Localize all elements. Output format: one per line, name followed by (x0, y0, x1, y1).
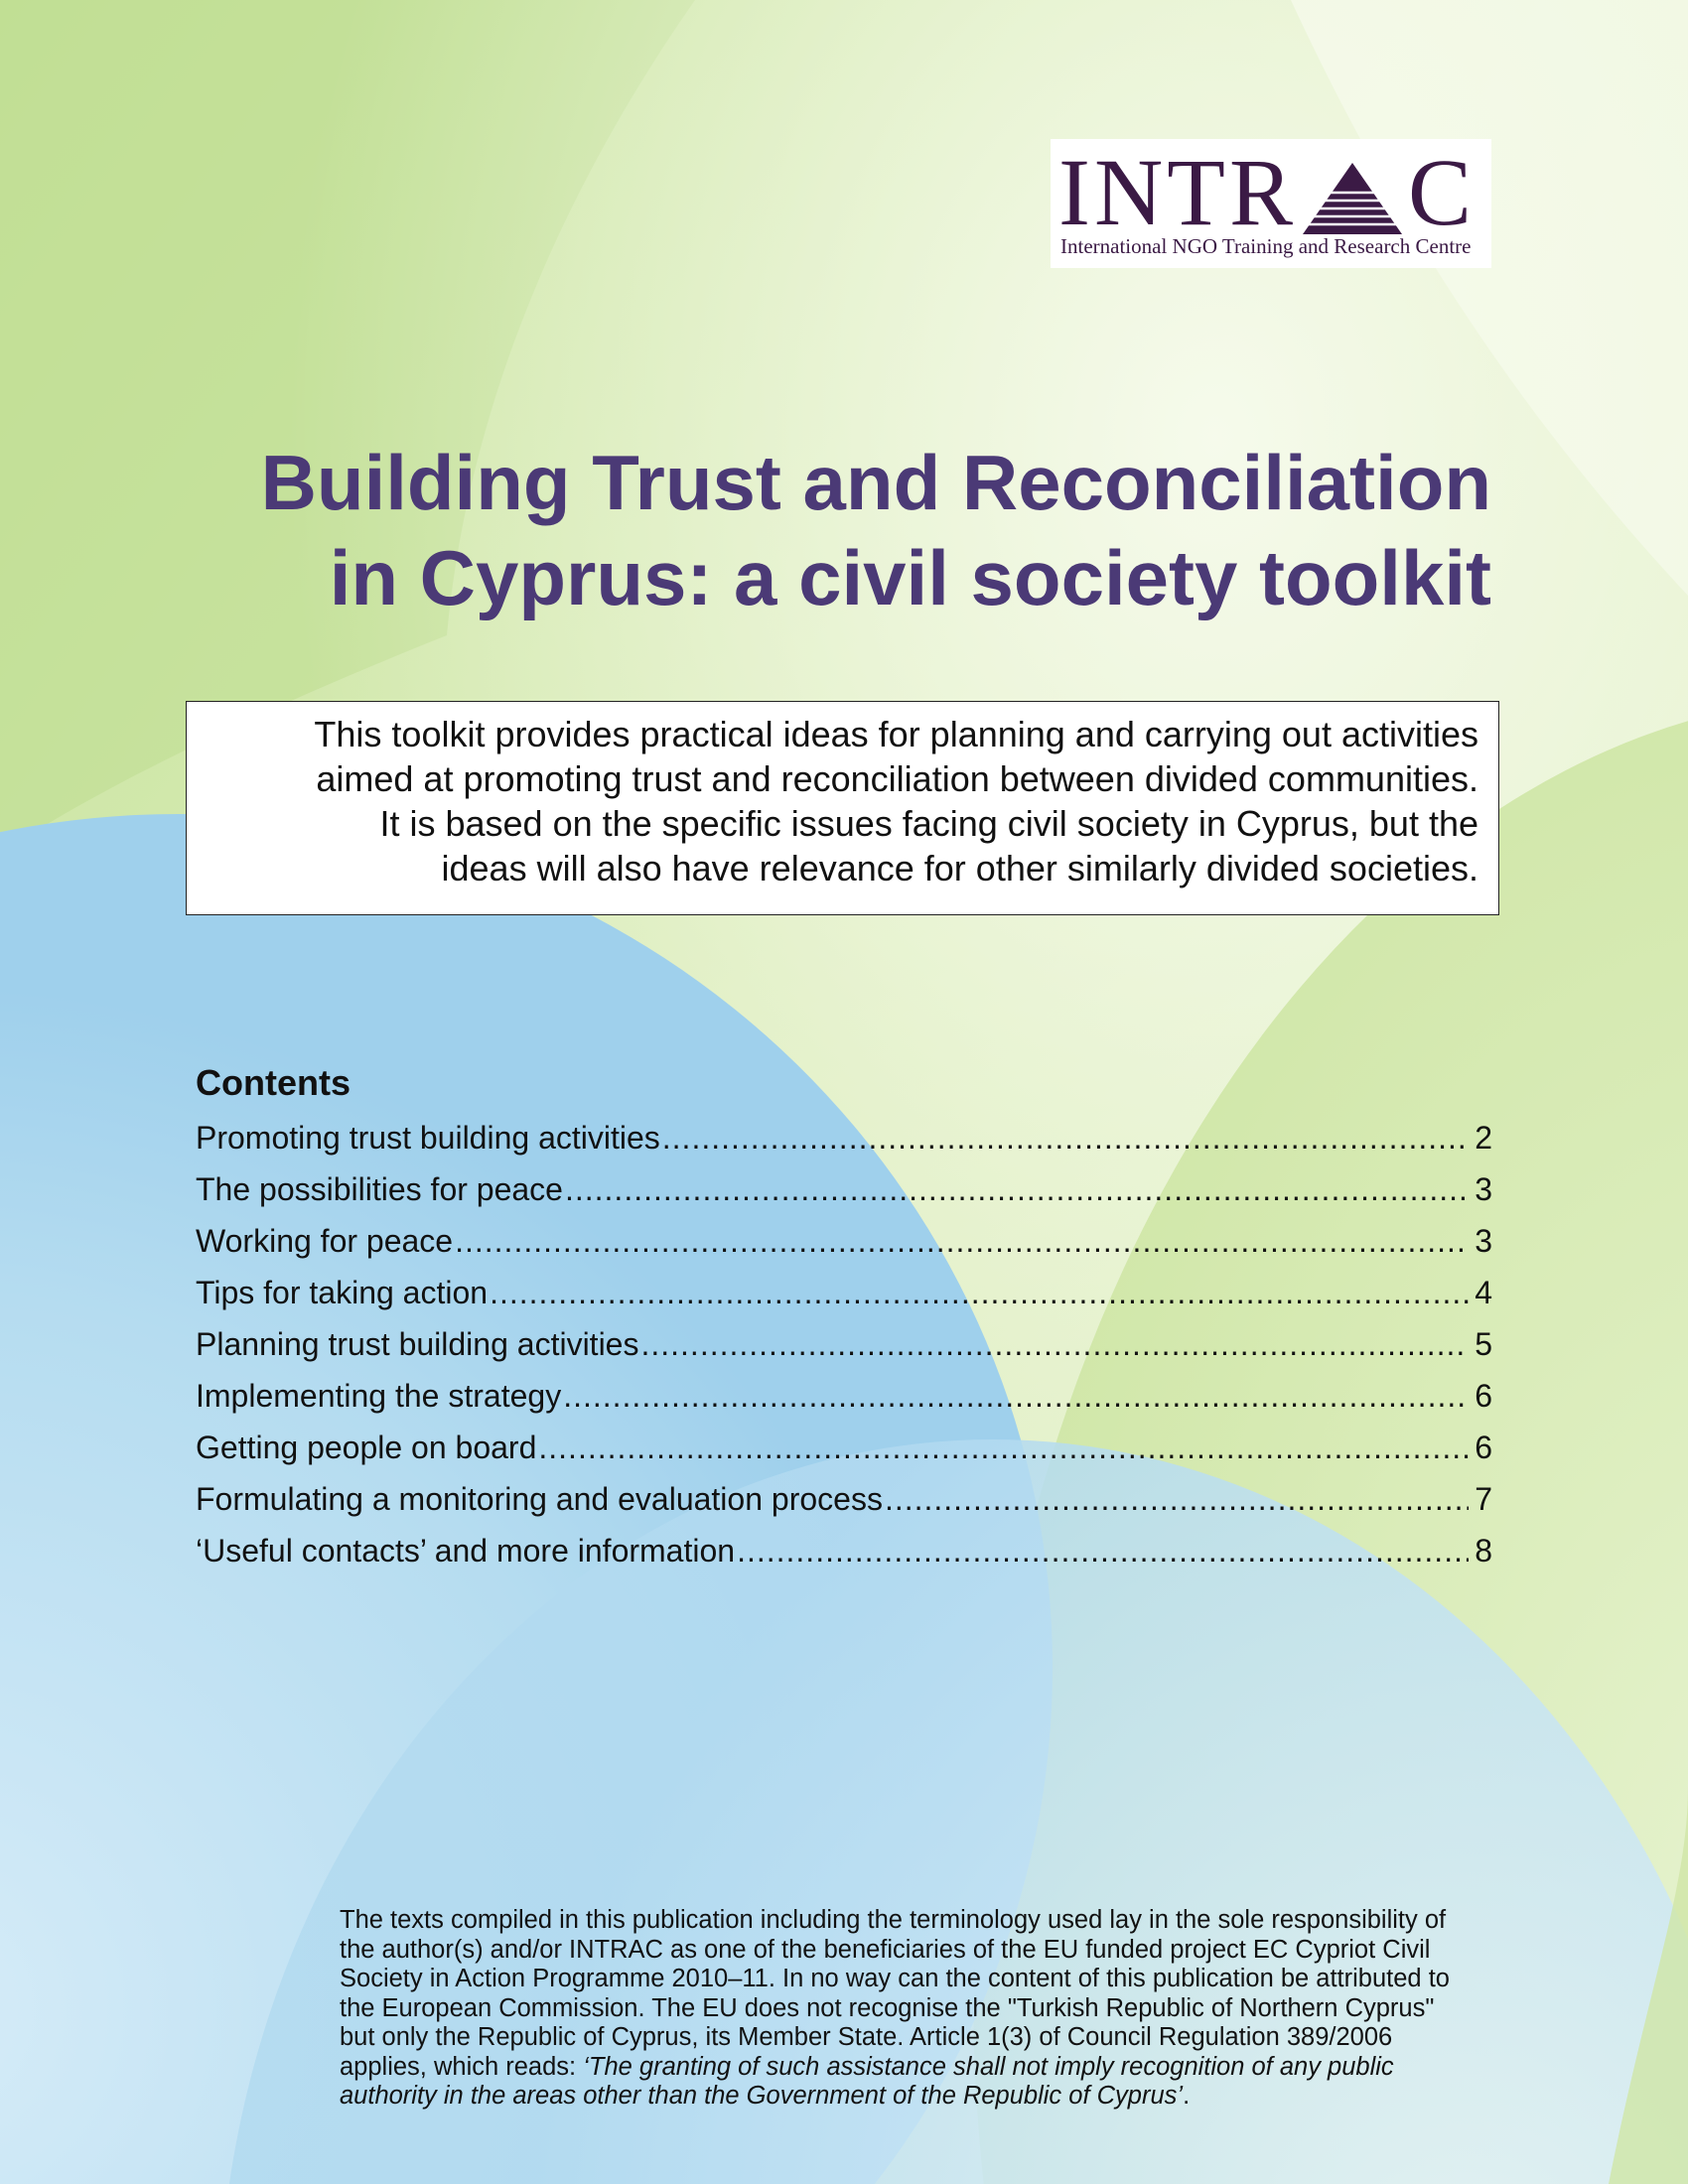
toc-leader-dots (885, 1481, 1469, 1518)
logo-word-right: C (1407, 139, 1476, 245)
triangle-icon (1301, 157, 1404, 232)
intro-line-3: It is based on the specific issues facing civil society in Cyprus, but the (379, 803, 1478, 844)
intro-box (186, 701, 1499, 915)
toc-entry[interactable] (196, 1171, 1492, 1223)
toc-entry-label: ‘Useful contacts’ and more information (196, 1533, 736, 1569)
toc-entry-page: 6 (1475, 1430, 1492, 1465)
disclaimer-text: . (1183, 2082, 1191, 2110)
toc-leader-dots (563, 1378, 1469, 1415)
toc-entry-label: The possibilities for peace (196, 1171, 563, 1207)
toc-entry-page: 7 (1475, 1481, 1492, 1517)
eu-disclaimer (340, 1906, 1501, 2112)
toc-entry-label: Tips for taking action (196, 1275, 489, 1310)
toc-entry-page: 6 (1475, 1378, 1492, 1414)
toc-entry[interactable] (196, 1326, 1492, 1378)
disclaimer-line (340, 2082, 1501, 2112)
intro-line-1: This toolkit provides practical ideas for planning and carrying out activities (314, 714, 1478, 754)
toc-entry-label: Getting people on board (196, 1430, 537, 1465)
disclaimer-quote: ‘The granting of such assistance shall not imply recognition of any public (583, 2052, 1394, 2081)
intro-line-2: aimed at promoting trust and reconciliation between divided communities. (316, 758, 1478, 799)
document-title (201, 435, 1491, 625)
toc-entry[interactable] (196, 1275, 1492, 1326)
toc-entry[interactable] (196, 1120, 1492, 1171)
toc-leader-dots (455, 1223, 1469, 1260)
toc-entry[interactable] (196, 1481, 1492, 1533)
logo-wordmark (1058, 139, 1485, 245)
logo-word-left: INTR (1058, 139, 1297, 245)
disclaimer-quote: authority in the areas other than the Government of the Republic of Cyprus’ (340, 2082, 1184, 2110)
toc-leader-dots (490, 1275, 1469, 1311)
toc-leader-dots (737, 1533, 1469, 1570)
disclaimer-line: but only the Republic of Cyprus, its Member State. Article 1(3) of Council Regulation 389/2006 (340, 2023, 1393, 2051)
toc-entry-label: Implementing the strategy (196, 1378, 562, 1414)
logo-subtitle: International NGO Training and Research Centre (1060, 234, 1472, 258)
toc-entry[interactable] (196, 1378, 1492, 1430)
toc-entry-page: 5 (1475, 1326, 1492, 1362)
toc-leader-dots (662, 1120, 1469, 1157)
toc-entry-label: Promoting trust building activities (196, 1120, 660, 1156)
disclaimer-line: The texts compiled in this publication including the terminology used lay in the sole responsibility of (340, 1906, 1447, 1934)
title-line-1: Building Trust and Reconciliation (260, 439, 1491, 526)
disclaimer-line: the author(s) and/or INTRAC as one of the beneficiaries of the EU funded project EC Cypriot Civil (340, 1935, 1431, 1964)
contents-heading: Contents (196, 1062, 351, 1103)
intro-line-4: ideas will also have relevance for other similarly divided societies. (441, 848, 1478, 888)
toc-leader-dots (640, 1326, 1469, 1363)
toc-entry-label: Working for peace (196, 1223, 454, 1259)
toc-entry[interactable] (196, 1430, 1492, 1481)
toc-entry-page: 2 (1475, 1120, 1492, 1156)
disclaimer-text: applies, which reads: (340, 2052, 584, 2081)
toc-entry-label: Formulating a monitoring and evaluation process (196, 1481, 883, 1517)
disclaimer-line: Society in Action Programme 2010–11. In no way can the content of this publication be attributed to (340, 1965, 1450, 1992)
toc-entry-page: 8 (1475, 1533, 1492, 1569)
toc-entry-page: 3 (1475, 1171, 1492, 1207)
toc-leader-dots (565, 1171, 1469, 1208)
table-of-contents (196, 1120, 1492, 1584)
toc-leader-dots (538, 1430, 1469, 1466)
toc-entry-page: 4 (1475, 1275, 1492, 1310)
disclaimer-line: the European Commission. The EU does not recognise the "Turkish Republic of Northern Cyprus" (340, 1993, 1435, 2022)
toc-entry-label: Planning trust building activities (196, 1326, 639, 1362)
intrac-logo (1051, 139, 1491, 268)
toc-entry[interactable] (196, 1223, 1492, 1275)
title-line-2: in Cyprus: a civil society toolkit (329, 534, 1491, 621)
toc-entry-page: 3 (1475, 1223, 1492, 1259)
toc-entry[interactable] (196, 1533, 1492, 1584)
disclaimer-line (340, 2053, 1501, 2083)
